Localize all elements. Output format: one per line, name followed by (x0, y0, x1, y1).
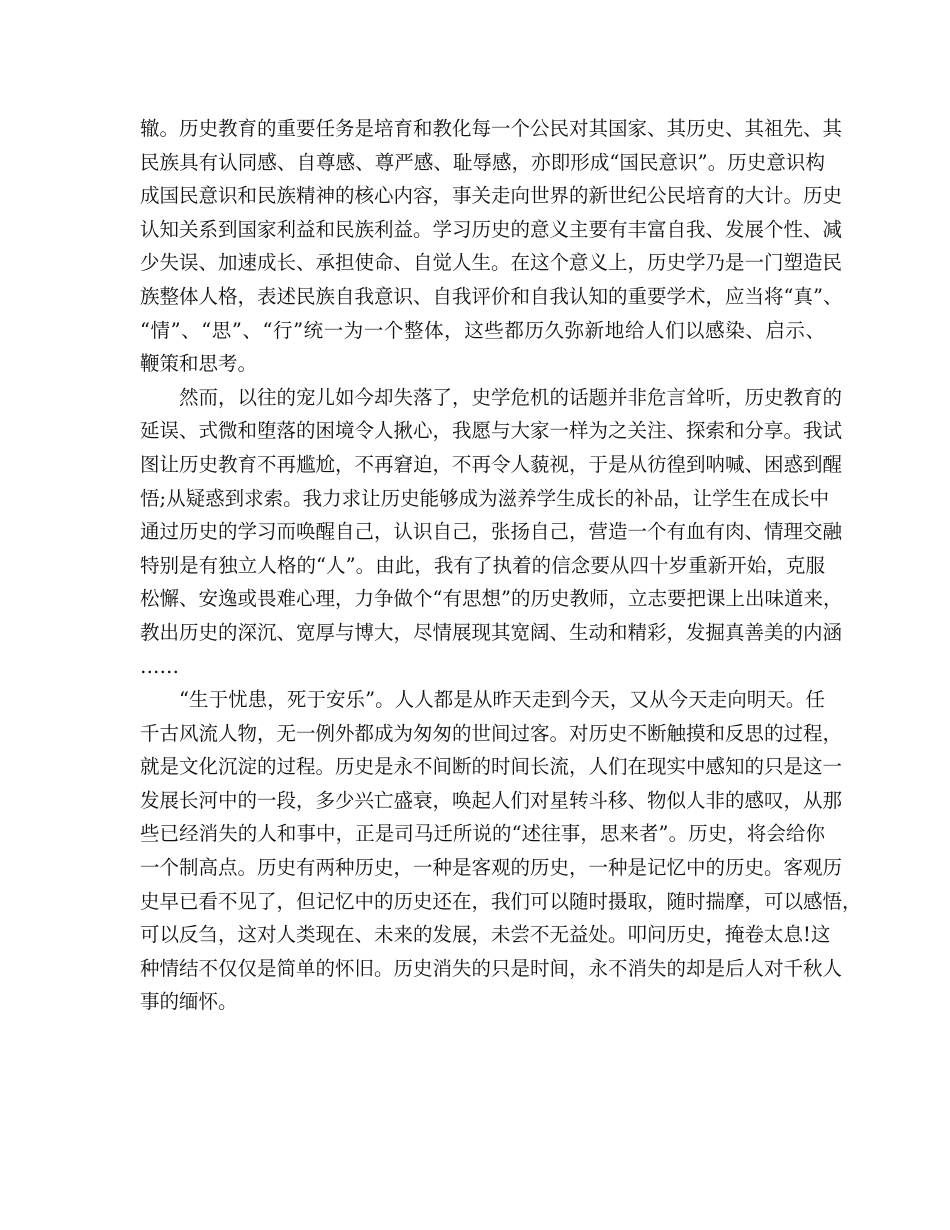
text-line: 通过历史的学习而唤醒自己，认识自己，张扬自己，营造一个有血有肉、情理交融 (140, 520, 843, 544)
paragraph-1 (140, 112, 843, 381)
text-line: 特别是有独立人格的“人”。由此，我有了执着的信念要从四十岁重新开始，克服 (140, 553, 825, 577)
text-line: 些已经消失的人和事中，正是司马迁所说的“述往事，思来者”。历史，将会给你 (140, 822, 825, 846)
text-line: 辙。历史教育的重要任务是培育和教化每一个公民对其国家、其历史、其祖先、其 (140, 117, 843, 140)
text-line: 延误、式微和堕落的困境令人揪心，我愿与大家一样为之关注、探索和分享。我试 (140, 419, 843, 443)
text-line: 成国民意识和民族精神的核心内容，事关走向世界的新世纪公民培育的大计。历史 (140, 184, 843, 208)
text-line: 族整体人格，表述民族自我意识、自我评价和自我认知的重要学术，应当将“真”、 (140, 284, 843, 308)
text-line: 史早已看不见了，但记忆中的历史还在，我们可以随时摄取，随时揣摩，可以感悟， (140, 889, 862, 913)
text-line: “情”、“思”、“行”统一为一个整体，这些都历久弥新地给人们以感染、启示、 (140, 318, 825, 342)
text-line: 种情结不仅仅是简单的怀旧。历史消失的只是时间，永不消失的却是后人对千秋人 (140, 956, 843, 980)
text-line: 一个制高点。历史有两种历史，一种是客观的历史，一种是记忆中的历史。客观历 (140, 856, 843, 880)
text-line: 发展长河中的一段，多少兴亡盛衰，唤起人们对星转斗移、物似人非的感叹，从那 (140, 788, 843, 812)
text-line: 千古风流人物，无一例外都成为匆匆的世间过客。对历史不断触摸和反思的过程， (140, 721, 843, 745)
text-line: …… (140, 654, 179, 678)
paragraph-3 (140, 683, 862, 1019)
paragraph-2 (140, 381, 843, 683)
text-line: 然而，以往的宠儿如今却失落了，史学危机的话题并非危言耸听，历史教育的 (179, 385, 843, 409)
text-line: 认知关系到国家利益和民族利益。学习历史的意义主要有丰富自我、发展个性、减 (140, 217, 843, 241)
text-line: 松懈、安逸或畏难心理，力争做个“有思想”的历史教师，立志要把课上出味道来， (140, 587, 843, 611)
text-line: 鞭策和思考。 (140, 352, 258, 376)
text-line: 图让历史教育不再尴尬，不再窘迫，不再令人藐视，于是从彷徨到呐喊、困惑到醒 (140, 452, 843, 476)
text-line: 可以反刍，这对人类现在、未来的发展，未尝不无益处。叩问历史，掩卷太息!这 (140, 923, 831, 947)
text-line: 少失误、加速成长、承担使命、自觉人生。在这个意义上，历史学乃是一门塑造民 (140, 251, 843, 275)
text-line: 教出历史的深沉、宽厚与博大，尽情展现其宽阔、生动和精彩，发掘真善美的内涵 (140, 620, 843, 644)
text-line: 事的缅怀。 (140, 990, 238, 1014)
text-line: 悟;从疑惑到求索。我力求让历史能够成为滋养学生成长的补品，让学生在成长中 (140, 486, 830, 510)
text-line: 就是文化沉淀的过程。历史是永不间断的时间长流，人们在现实中感知的只是这一 (140, 755, 843, 779)
text-line: 民族具有认同感、自尊感、尊严感、耻辱感，亦即形成“国民意识”。历史意识构 (140, 150, 825, 174)
text-line: “生于忧患，死于安乐”。人人都是从昨天走到今天，又从今天走向明天。任 (179, 688, 825, 712)
document-page (140, 112, 862, 1019)
